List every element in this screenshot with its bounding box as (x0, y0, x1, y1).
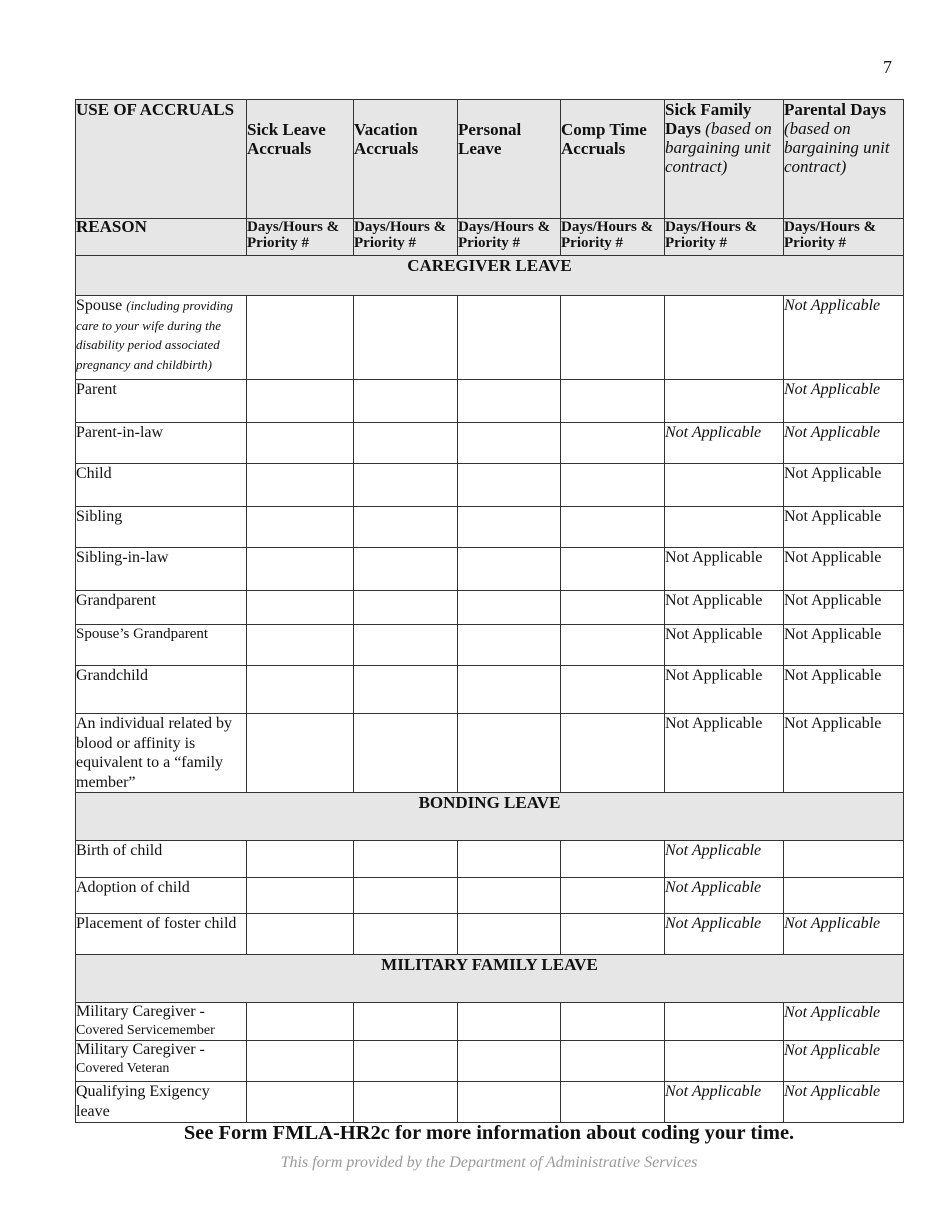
row-label (76, 1041, 247, 1082)
entry-cell[interactable] (354, 841, 458, 878)
parental-cell[interactable]: Not Applicable (784, 507, 904, 548)
entry-cell[interactable] (561, 591, 665, 625)
subheader-reason: REASON (76, 219, 247, 256)
entry-cell[interactable] (354, 914, 458, 955)
table-row (76, 841, 904, 878)
entry-cell[interactable] (354, 1082, 458, 1123)
entry-cell[interactable] (354, 714, 458, 793)
table-row (76, 1082, 904, 1123)
entry-cell[interactable] (458, 591, 561, 625)
entry-cell[interactable] (458, 1041, 561, 1082)
header-parental-note: (based on bargaining unit contract) (784, 119, 890, 176)
row-label: Grandparent (76, 591, 247, 625)
table-row (76, 380, 904, 423)
entry-cell[interactable] (247, 1041, 354, 1082)
header-parental-title: Parental Days (784, 100, 887, 119)
entry-cell[interactable] (354, 666, 458, 714)
entry-cell[interactable] (458, 714, 561, 793)
header-sick-family-days (665, 100, 784, 219)
parental-cell[interactable]: Not Applicable (784, 423, 904, 464)
see-form-note: See Form FMLA-HR2c for more information about coding your time. (183, 1122, 795, 1144)
entry-cell[interactable] (561, 507, 665, 548)
entry-cell[interactable] (561, 1041, 665, 1082)
table-row (76, 296, 904, 380)
row-label-note: (including providing care to your wife during the disability period associated pregnancy and childbirth) (76, 298, 233, 372)
sick-family-cell[interactable] (665, 1041, 784, 1082)
header-vacation: Vacation Accruals (354, 100, 458, 219)
sick-family-cell[interactable] (665, 507, 784, 548)
entry-cell[interactable] (561, 878, 665, 914)
subheader-days-hours: Days/Hours & Priority # (458, 219, 561, 256)
sick-family-cell[interactable]: Not Applicable (665, 878, 784, 914)
entry-cell[interactable] (354, 507, 458, 548)
entry-cell[interactable] (354, 1041, 458, 1082)
table-row (76, 591, 904, 625)
entry-cell[interactable] (561, 464, 665, 507)
row-label: Spouse’s Grandparent (76, 625, 247, 666)
parental-cell[interactable] (784, 841, 904, 878)
entry-cell[interactable] (247, 841, 354, 878)
row-label: Parent (76, 380, 247, 423)
row-label: Parent-in-law (76, 423, 247, 464)
header-row (76, 100, 904, 219)
section-bonding-leave (76, 793, 904, 841)
parental-cell[interactable]: Not Applicable (784, 296, 904, 380)
entry-cell[interactable] (247, 714, 354, 793)
table-row (76, 464, 904, 507)
entry-cell[interactable] (561, 296, 665, 380)
entry-cell[interactable] (561, 1003, 665, 1041)
sick-family-cell[interactable]: Not Applicable (665, 591, 784, 625)
section-title: MILITARY FAMILY LEAVE (76, 955, 904, 1003)
entry-cell[interactable] (354, 423, 458, 464)
row-label (76, 296, 247, 380)
page-number: 7 (883, 57, 892, 77)
entry-cell[interactable] (247, 380, 354, 423)
section-title: BONDING LEAVE (76, 793, 904, 841)
entry-cell[interactable] (247, 666, 354, 714)
entry-cell[interactable] (561, 423, 665, 464)
entry-cell[interactable] (354, 625, 458, 666)
table-row (76, 548, 904, 591)
entry-cell[interactable] (458, 625, 561, 666)
table-row (76, 1041, 904, 1082)
sick-family-cell[interactable]: Not Applicable (665, 548, 784, 591)
form-credit: This form provided by the Department of Administrative Services (280, 1154, 698, 1171)
entry-cell[interactable] (561, 666, 665, 714)
row-label: Adoption of child (76, 878, 247, 914)
entry-cell[interactable] (458, 464, 561, 507)
table-row (76, 1003, 904, 1041)
entry-cell[interactable] (247, 423, 354, 464)
subheader-days-hours: Days/Hours & Priority # (665, 219, 784, 256)
parental-cell[interactable]: Not Applicable (784, 714, 904, 793)
table-row (76, 507, 904, 548)
parental-cell[interactable]: Not Applicable (784, 625, 904, 666)
header-sick-family-title: Sick Family Days (665, 100, 752, 138)
parental-cell[interactable]: Not Applicable (784, 666, 904, 714)
subheader-days-hours: Days/Hours & Priority # (561, 219, 665, 256)
parental-cell[interactable]: Not Applicable (784, 548, 904, 591)
parental-cell[interactable]: Not Applicable (784, 1003, 904, 1041)
sick-family-cell[interactable] (665, 296, 784, 380)
row-label: Placement of foster child (76, 914, 247, 955)
sick-family-cell[interactable]: Not Applicable (665, 1082, 784, 1123)
table-row (76, 914, 904, 955)
sick-family-cell[interactable] (665, 380, 784, 423)
entry-cell[interactable] (458, 380, 561, 423)
entry-cell[interactable] (354, 380, 458, 423)
entry-cell[interactable] (247, 591, 354, 625)
row-label: Birth of child (76, 841, 247, 878)
header-personal-leave: Personal Leave (458, 100, 561, 219)
entry-cell[interactable] (354, 591, 458, 625)
row-label-text: Military Caregiver - (76, 1003, 205, 1020)
row-label: Sibling (76, 507, 247, 548)
entry-cell[interactable] (354, 878, 458, 914)
entry-cell[interactable] (247, 1003, 354, 1041)
row-label: Sibling-in-law (76, 548, 247, 591)
entry-cell[interactable] (561, 380, 665, 423)
entry-cell[interactable] (458, 1082, 561, 1123)
row-label: Grandchild (76, 666, 247, 714)
entry-cell[interactable] (247, 507, 354, 548)
entry-cell[interactable] (458, 914, 561, 955)
parental-cell[interactable]: Not Applicable (784, 591, 904, 625)
entry-cell[interactable] (561, 625, 665, 666)
entry-cell[interactable] (458, 423, 561, 464)
table-row (76, 423, 904, 464)
row-label-sub: Covered Veteran (76, 1061, 170, 1076)
row-label (76, 1003, 247, 1041)
sick-family-cell[interactable] (665, 1003, 784, 1041)
entry-cell[interactable] (561, 914, 665, 955)
row-label-text: Spouse (76, 297, 123, 314)
sick-family-cell[interactable]: Not Applicable (665, 914, 784, 955)
sick-family-cell[interactable]: Not Applicable (665, 841, 784, 878)
entry-cell[interactable] (458, 841, 561, 878)
entry-cell[interactable] (354, 296, 458, 380)
entry-cell[interactable] (458, 548, 561, 591)
parental-cell[interactable]: Not Applicable (784, 380, 904, 423)
header-sick-family-note: (based on bargaining unit contract) (665, 119, 772, 176)
entry-cell[interactable] (458, 507, 561, 548)
sick-family-cell[interactable] (665, 464, 784, 507)
accruals-table (75, 99, 904, 1123)
entry-cell[interactable] (247, 878, 354, 914)
parental-cell[interactable]: Not Applicable (784, 464, 904, 507)
entry-cell[interactable] (458, 1003, 561, 1041)
entry-cell[interactable] (247, 296, 354, 380)
entry-cell[interactable] (247, 914, 354, 955)
entry-cell[interactable] (354, 464, 458, 507)
entry-cell[interactable] (561, 714, 665, 793)
entry-cell[interactable] (458, 666, 561, 714)
section-caregiver-leave (76, 256, 904, 296)
header-comp-time: Comp Time Accruals (561, 100, 665, 219)
parental-cell[interactable]: Not Applicable (784, 1041, 904, 1082)
entry-cell[interactable] (354, 548, 458, 591)
sick-family-cell[interactable]: Not Applicable (665, 714, 784, 793)
row-label-text: Military Caregiver - (76, 1041, 205, 1058)
table-row (76, 625, 904, 666)
parental-cell[interactable]: Not Applicable (784, 914, 904, 955)
subheader-days-hours: Days/Hours & Priority # (247, 219, 354, 256)
row-label: Qualifying Exigency leave (76, 1082, 247, 1123)
entry-cell[interactable] (247, 548, 354, 591)
sick-family-cell[interactable]: Not Applicable (665, 666, 784, 714)
entry-cell[interactable] (458, 878, 561, 914)
entry-cell[interactable] (247, 625, 354, 666)
entry-cell[interactable] (247, 464, 354, 507)
entry-cell[interactable] (247, 1082, 354, 1123)
header-parental-days (784, 100, 904, 219)
header-use-of-accruals: USE OF ACCRUALS (76, 100, 247, 219)
row-label-sub: Covered Servicemember (76, 1023, 215, 1038)
row-label: An individual related by blood or affinity is equivalent to a “family member” (76, 714, 247, 793)
table-row (76, 714, 904, 793)
entry-cell[interactable] (561, 548, 665, 591)
subheader-days-hours: Days/Hours & Priority # (784, 219, 904, 256)
sick-family-cell[interactable]: Not Applicable (665, 423, 784, 464)
entry-cell[interactable] (354, 1003, 458, 1041)
row-label: Child (76, 464, 247, 507)
section-military-family-leave (76, 955, 904, 1003)
header-sick-leave: Sick Leave Accruals (247, 100, 354, 219)
subheader-row (76, 219, 904, 256)
entry-cell[interactable] (458, 296, 561, 380)
subheader-days-hours: Days/Hours & Priority # (354, 219, 458, 256)
parental-cell[interactable]: Not Applicable (784, 1082, 904, 1123)
table-row (76, 878, 904, 914)
table-row (76, 666, 904, 714)
section-title: CAREGIVER LEAVE (76, 256, 904, 296)
entry-cell[interactable] (561, 1082, 665, 1123)
entry-cell[interactable] (561, 841, 665, 878)
sick-family-cell[interactable]: Not Applicable (665, 625, 784, 666)
parental-cell[interactable] (784, 878, 904, 914)
